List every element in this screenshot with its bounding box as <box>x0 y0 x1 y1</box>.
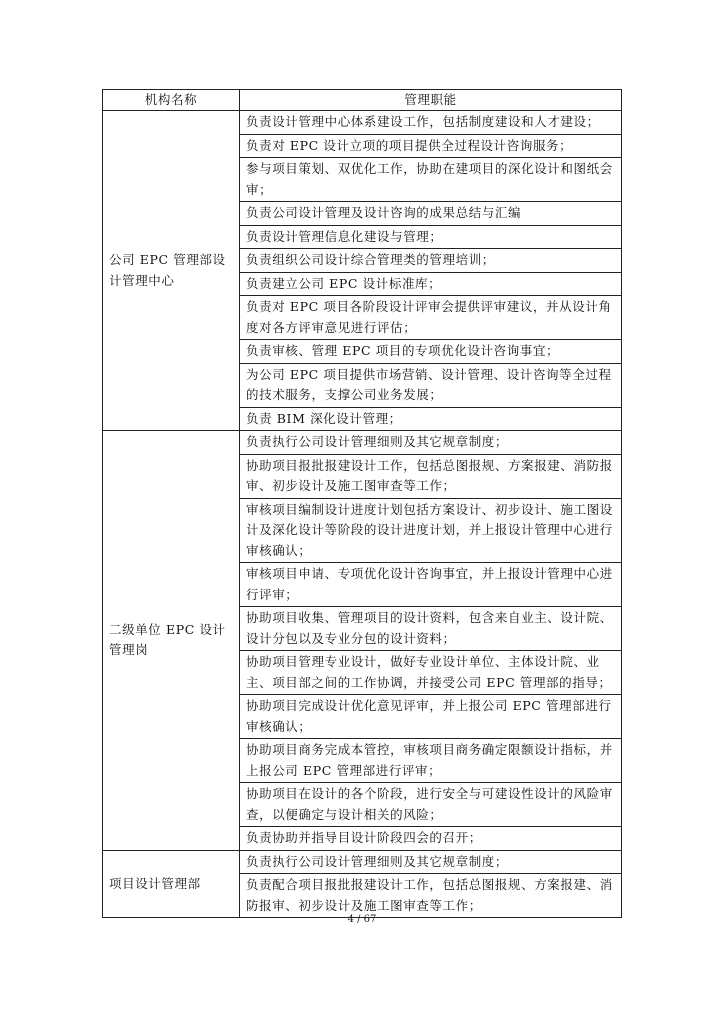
table-body <box>103 111 622 918</box>
duty-cell: 审核项目申请、专项优化设计咨询事宜，并上报设计管理中心进行评审； <box>240 563 622 607</box>
duty-cell: 负责公司设计管理及设计咨询的成果总结与汇编 <box>240 202 622 226</box>
duty-cell: 负责设计管理中心体系建设工作，包括制度建设和人才建设； <box>240 111 622 135</box>
table-header-row <box>103 90 622 111</box>
duty-table <box>102 89 622 918</box>
duty-cell: 负责建立公司 EPC 设计标准库； <box>240 272 622 296</box>
duty-cell: 负责对 EPC 设计立项的项目提供全过程设计咨询服务； <box>240 134 622 158</box>
duty-cell: 负责 BIM 深化设计管理； <box>240 407 622 431</box>
header-duties: 管理职能 <box>240 90 622 111</box>
org-name-cell: 项目设计管理部 <box>103 850 240 918</box>
duty-cell: 协助项目完成设计优化意见评审，并上报公司 EPC 管理部进行审核确认； <box>240 695 622 739</box>
org-name-cell: 二级单位 EPC 设计管理岗 <box>103 431 240 851</box>
duty-cell: 参与项目策划、双优化工作，协助在建项目的深化设计和图纸会审； <box>240 158 622 202</box>
table-row <box>103 431 622 455</box>
duty-cell: 负责配合项目报批报建设计工作，包括总图报规、方案报建、消防报审、初步设计及施工图审查等工作； <box>240 874 622 918</box>
duty-cell: 协助项目商务完成本管控，审核项目商务确定限额设计指标，并上报公司 EPC 管理部进行评审； <box>240 739 622 783</box>
org-name-cell: 公司 EPC 管理部设计管理中心 <box>103 111 240 431</box>
duty-cell: 协助项目管理专业设计，做好专业设计单位、主体设计院、业主、项目部之间的工作协调，并接受公司 EPC 管理部的指导； <box>240 651 622 695</box>
page-number: 4 / 67 <box>347 914 377 925</box>
duty-cell: 负责对 EPC 项目各阶段设计评审会提供评审建议，并从设计角度对各方评审意见进行评估； <box>240 296 622 340</box>
duty-cell: 负责协助并指导目设计阶段四会的召开； <box>240 827 622 851</box>
duty-cell: 协助项目在设计的各个阶段，进行安全与可建设性设计的风险审查，以便确定与设计相关的风险； <box>240 783 622 827</box>
duty-cell: 负责执行公司设计管理细则及其它规章制度； <box>240 850 622 874</box>
table-row <box>103 111 622 135</box>
duty-cell: 审核项目编制设计进度计划包括方案设计、初步设计、施工图设计及深化设计等阶段的设计进度计划，并上报设计管理中心进行审核确认； <box>240 498 622 563</box>
duty-cell: 为公司 EPC 项目提供市场营销、设计管理、设计咨询等全过程的技术服务，支撑公司业务发展； <box>240 363 622 407</box>
duty-cell: 负责设计管理信息化建设与管理； <box>240 225 622 249</box>
duty-cell: 负责组织公司设计综合管理类的管理培训； <box>240 249 622 273</box>
duty-cell: 负责执行公司设计管理细则及其它规章制度； <box>240 431 622 455</box>
duty-cell: 协助项目收集、管理项目的设计资料，包含来自业主、设计院、设计分包以及专业分包的设计资料； <box>240 607 622 651</box>
table-row <box>103 850 622 874</box>
duty-cell: 负责审核、管理 EPC 项目的专项优化设计咨询事宜； <box>240 340 622 364</box>
duty-cell: 协助项目报批报建设计工作，包括总图报规、方案报建、消防报审、初步设计及施工图审查等工作； <box>240 454 622 498</box>
header-org-name: 机构名称 <box>103 90 240 111</box>
